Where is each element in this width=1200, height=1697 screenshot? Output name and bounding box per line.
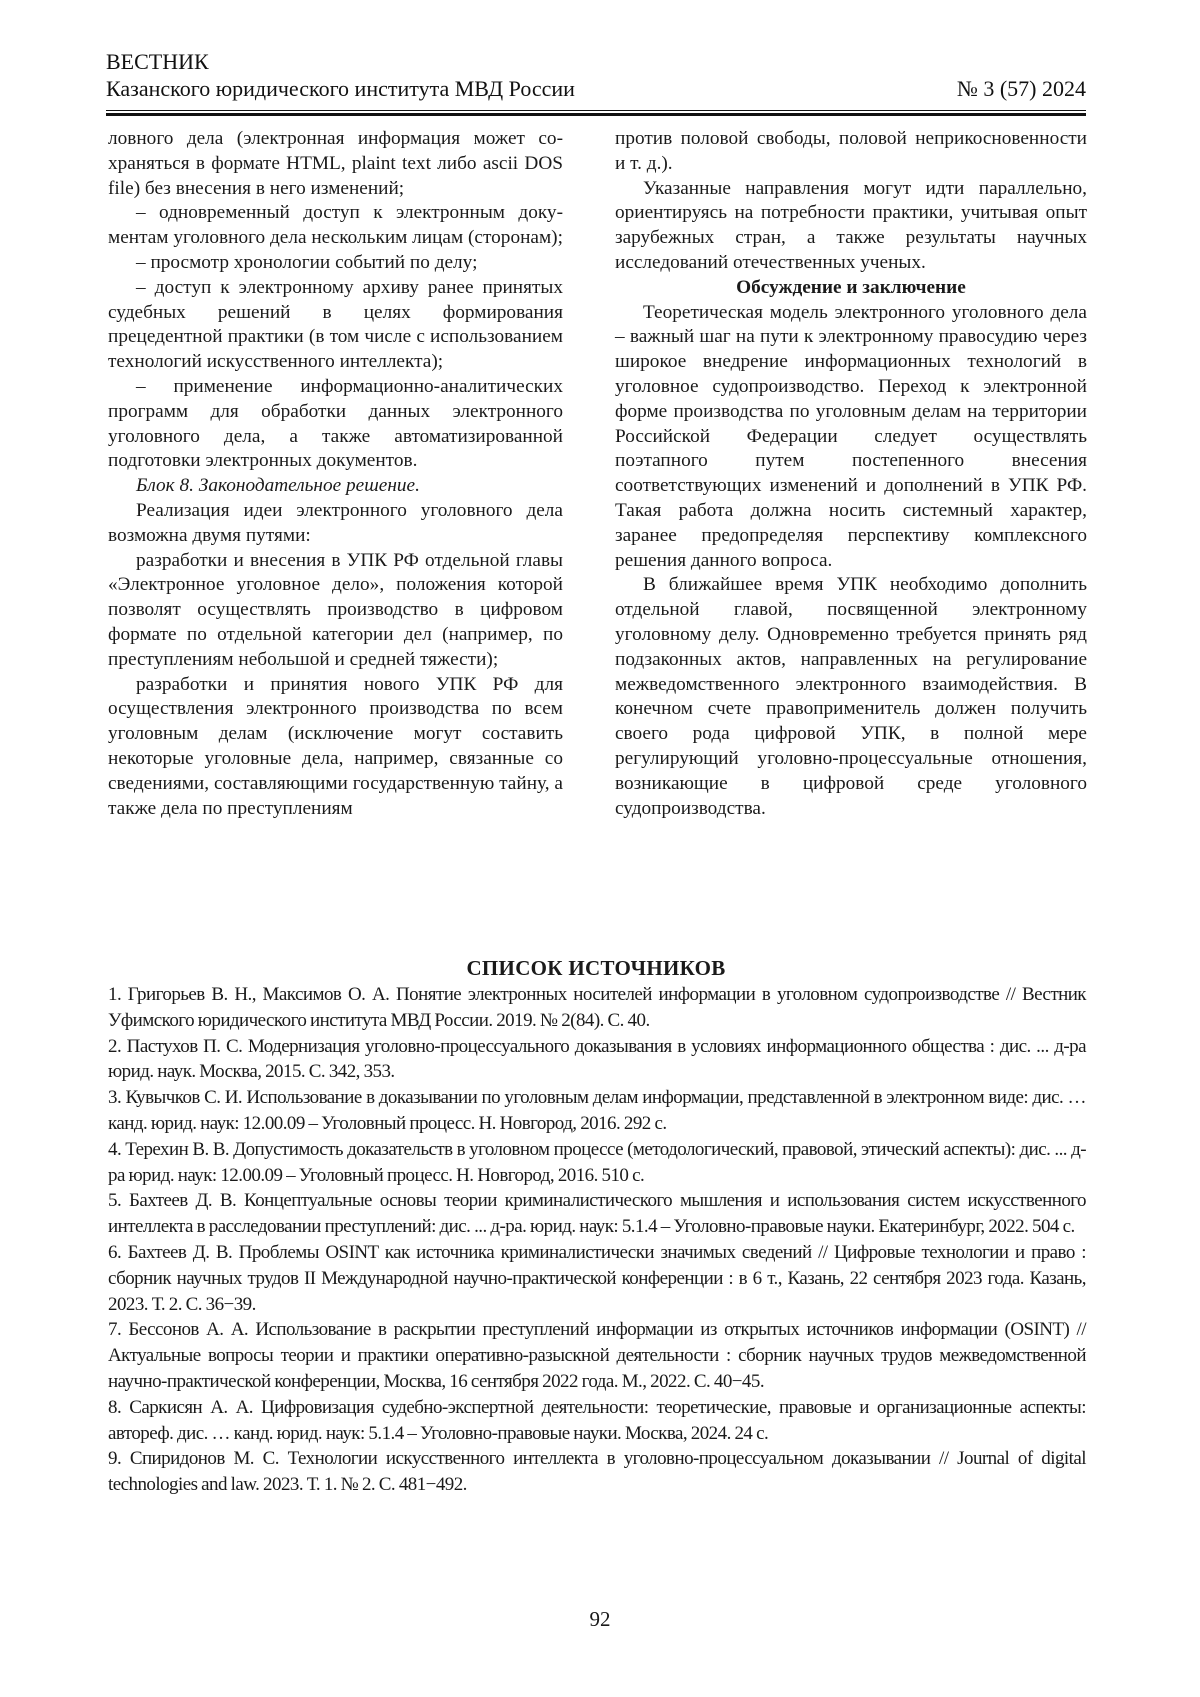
page-number: 92 xyxy=(589,1607,611,1631)
reference-item: 8. Саркисян А. А. Цифровизация судебно-экспертной деятельности: теоретические, правовые и организационные аспекты: автореф. дис. … канд. юрид. наук: 5.1.4 – Уголовно-правовые науки. Москва, 2024. 24 с. xyxy=(108,1396,1086,1444)
list-item: – просмотр хронологии событий по делу; xyxy=(136,251,478,273)
paragraph: Теоретическая модель электронного уголовного дела – важный шаг на пути к электронному правосудию через широкое внедрение информационных технологий в уголовное судопроизводство. Переход к электронной форме производства по уголовным делам на территории Российской Федерации следует осуществлять поэтапного путем постепенного внесения соответствующих изменений и дополнений в УПК РФ. Такая работа должна носить системный характер, заранее предопределяя перспективу комплексного решения данного вопроса. xyxy=(615,301,1087,571)
reference-item: 4. Терехин В. В. Допустимость доказательств в уголовном процессе (методологический, правовой, этический аспекты): дис. ... д-ра юрид. наук: 12.00.09 – Уголовный процесс. Н. Новгород, 2016. 510 с. xyxy=(108,1138,1086,1186)
paragraph: ловного дела (электронная информация может сохраняться в формате HTML, plaint text либо ascii DOS file) без внесения в него изменений; xyxy=(108,128,563,199)
reference-item: 5. Бахтеев Д. В. Концептуальные основы теории криминалистического мышления и использования систем искусственного интеллекта в расследовании преступлений: дис. ... д-ра. юрид. наук: 5.1.4 – Уголовно-правовые науки. Екатеринбург, 2022. 504 с. xyxy=(108,1190,1086,1238)
section-heading: Обсуждение и заключение xyxy=(736,276,966,298)
issue-number: № 3 (57) 2024 xyxy=(956,76,1086,101)
header-row xyxy=(106,75,1086,102)
reference-item: 2. Пастухов П. С. Модернизация уголовно-процессуального доказывания в условиях информационного общества : дис. ... д-ра юрид. наук. Москва, 2015. С. 342, 353. xyxy=(108,1035,1086,1083)
paragraph: против половой свободы, половой неприкосновенности и т. д.). xyxy=(615,128,1087,174)
paragraph: разработки и внесения в УПК РФ отдельной главы «Электронное уголовное дело», положения которой позволят осуществлять производство в цифровом формате по отдельной категории дел (например, по преступлениям небольшой и средней тяжести); xyxy=(108,549,563,670)
left-column xyxy=(108,127,563,821)
paragraph: Реализация идеи электронного уголовного дела возможна двумя путями: xyxy=(108,499,563,546)
header-rule-thin xyxy=(106,110,1086,111)
reference-item: 3. Кувычков С. И. Использование в доказывании по уголовным делам информации, представленной в электронном виде: дис. … канд. юрид. наук: 12.00.09 – Уголовный процесс. Н. Новгород, 2016. 292 с. xyxy=(108,1087,1086,1134)
reference-item: 6. Бахтеев Д. В. Проблемы OSINT как источника криминалистически значимых сведений // Цифровые технологии и право : сборник научных трудов II Международной научно-практической конференции : в 6 т., Казань, 22 сентября 2023 года. Казань, 2023. Т. 2. С. 36−39. xyxy=(108,1241,1086,1315)
reference-item: 9. Спиридонов М. С. Технологии искусственного интеллекта в уголовно-процессуальном доказывании // Journal of digital technologies and law. 2023. Т. 1. № 2. С. 481−492. xyxy=(108,1448,1086,1496)
right-column xyxy=(615,127,1087,821)
running-header xyxy=(106,48,1086,102)
header-rule-thick xyxy=(106,113,1086,116)
list-item: – доступ к электронному архиву ранее принятых судебных решений в целях формирования прецедентной практики (в том числе с использованием технологий искусственного интеллекта); xyxy=(108,276,563,373)
journal-name-line1: ВЕСТНИК xyxy=(106,49,209,74)
references-list xyxy=(108,982,1086,1498)
list-item: – одновременный доступ к электронным документам уголовного дела нескольким лицам (сторонам); xyxy=(108,202,563,249)
block-heading: Блок 8. Законодательное решение. xyxy=(136,475,420,497)
reference-item: 7. Бессонов А. А. Использование в раскрытии преступлений информации из открытых источников информации (OSINT) // Актуальные вопросы теории и практики оперативно-разыскной деятельности : сборник научных трудов межведомственной научно-практической конференции, Москва, 16 сентября 2022 года. М., 2022. С. 40−45. xyxy=(108,1319,1086,1392)
journal-name-line2: Казанского юридического института МВД России xyxy=(106,76,575,101)
list-item: – применение информационно-аналитических программ для обработки данных электронного уголовного дела, а также автоматизированной подготовки электронных документов. xyxy=(108,375,563,472)
reference-item: 1. Григорьев В. Н., Максимов О. А. Понятие электронных носителей информации в уголовном судопроизводстве // Вестник Уфимского юридического института МВД России. 2019. № 2(84). С. 40. xyxy=(108,984,1086,1031)
header-double-rule xyxy=(106,110,1086,116)
references-title: СПИСОК ИСТОЧНИКОВ xyxy=(466,956,726,980)
paragraph: Указанные направления могут идти параллельно, ориентируясь на потребности практики, учитывая опыт зарубежных стран, а также результаты научных исследований отечественных ученых. xyxy=(615,177,1087,273)
paragraph: разработки и принятия нового УПК РФ для осуществления электронного производства по всем уголовным делам (исключение могут составить некоторые уголовные дела, например, связанные со сведениями, составляющими государственную тайну, а также дела по преступлениям xyxy=(108,673,563,819)
paragraph: В ближайшее время УПК необходимо дополнить отдельной главой, посвященной электронному уголовному делу. Одновременно требуется принять ряд подзаконных актов, направленных на регулирование межведомственного электронного взаимодействия. В конечном счете правоприменитель должен получить своего рода цифровой УПК, в полной мере регулирующий уголовно-процессуальные отношения, возникающие в цифровой среде уголовного судопроизводства. xyxy=(615,574,1087,819)
